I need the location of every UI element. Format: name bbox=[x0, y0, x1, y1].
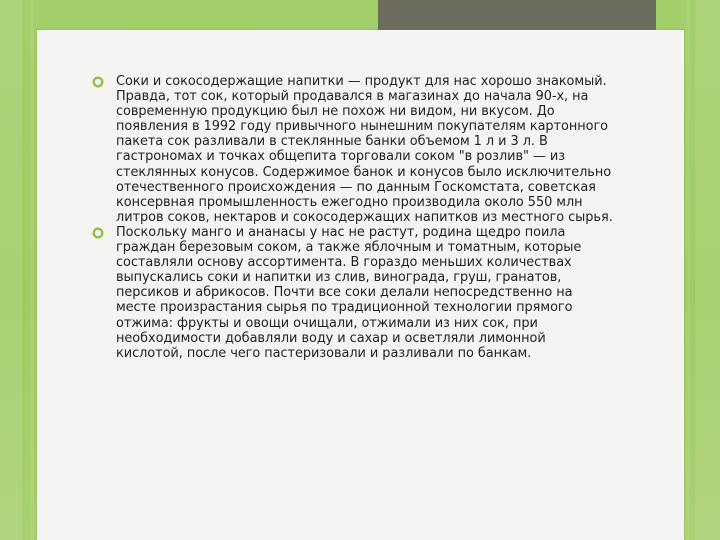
background-stripe-right-thin bbox=[686, 0, 690, 540]
slide-content bbox=[86, 74, 616, 361]
background-stripe-right bbox=[695, 0, 720, 540]
circle-bullet-icon bbox=[92, 76, 104, 88]
circle-bullet-icon bbox=[92, 227, 104, 239]
bullet-item-1 bbox=[86, 74, 616, 225]
bullet-item-2 bbox=[86, 225, 616, 361]
bullet-text: Соки и сокосодержащие напитки — продукт для нас хорошо знакомый. Правда, тот сок, который продавался в магазинах до начала 90-х, на современную продукцию был не похож ни видом, ни вкусом. До появления в 1992 году привычного нынешним покупателям картонного пакета сок разливали в стеклянные банки объемом 1 л и 3 л. В гастрономах и точках общепита торговали соком "в розлив" — из стеклянных конусов. Содержимое банок и конусов было исключительно отечественного происхождения — по данным Госкомстата, советская консервная промышленность ежегодно производила около 550 млн литров соков, нектаров и сокосодержащих напитков из местного сырья. bbox=[116, 74, 613, 225]
background-stripe-left-thin bbox=[30, 0, 34, 540]
background-stripe-left bbox=[0, 0, 22, 540]
bullet-text: Поскольку манго и ананасы у нас не растут, родина щедро поила граждан березовым соком, а также яблочным и томатным, которые составляли основу ассортимента. В гораздо меньших количествах выпускались соки и напитки из слив, винограда, груш, гранатов, персиков и абрикосов. Почти все соки делали непосредственно на месте произрастания сырья по традиционной технологии прямого отжима: фрукты и овощи очищали, отжимали из них сок, при необходимости добавляли воду и сахар и осветляли лимонной кислотой, после чего пастеризовали и разливали по банкам. bbox=[116, 224, 582, 361]
header-tab bbox=[378, 0, 656, 30]
